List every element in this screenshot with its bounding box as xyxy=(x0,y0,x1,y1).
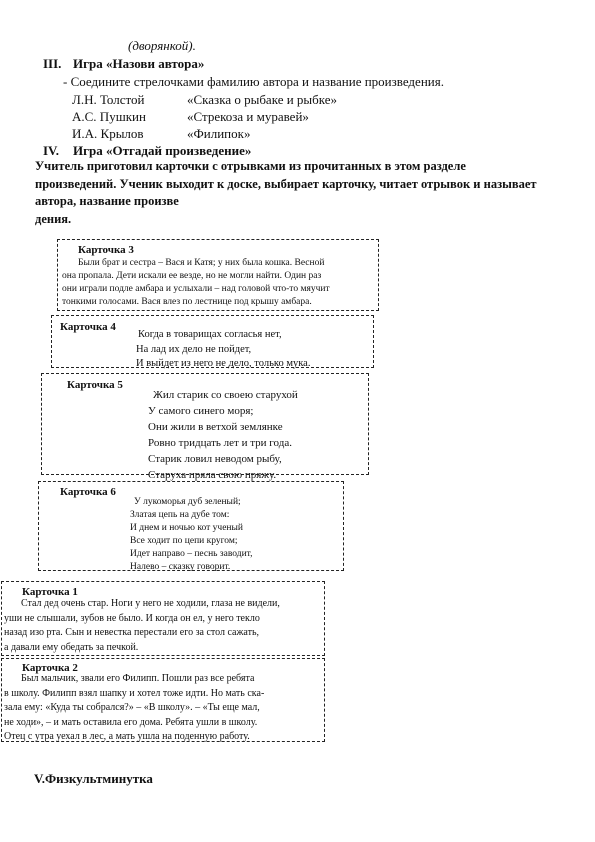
card-title: Карточка 5 xyxy=(67,379,123,391)
card-line: И выйдет из него не дело, только мука. xyxy=(136,358,311,369)
section3-title: Игра «Назови автора» xyxy=(73,56,205,71)
card-3 xyxy=(57,239,379,311)
card-6 xyxy=(38,481,344,571)
card-text xyxy=(4,597,280,655)
card-line: Все ходит по цепи кругом; xyxy=(130,536,238,546)
card-line: Отец с утра уехал в лес, а мать ушла на поденную работу. xyxy=(4,731,250,742)
work-title: «Стрекоза и муравей» xyxy=(187,109,309,124)
card-line: Жил старик со своею старухой xyxy=(153,389,298,401)
section4-numeral: IV. xyxy=(43,143,60,158)
card-line: не ходи», – и мать оставила его дома. Ребята ушли в школу. xyxy=(4,716,258,728)
card-line: уши не слышали, зубов не было. И когда он ел, у него текло xyxy=(4,612,260,624)
author-name: А.С. Пушкин xyxy=(72,109,146,124)
card-line: На лад их дело не пойдет, xyxy=(136,343,252,355)
section5-title: V.Физкультминутка xyxy=(34,771,153,786)
section3-instruction: - Соедините стрелочками фамилию автора и название произведения. xyxy=(63,74,444,89)
card-text xyxy=(136,328,310,372)
card-line: Идет направо – песнь заводит, xyxy=(130,549,253,559)
card-line: Налево – сказку говорит. xyxy=(130,562,231,572)
section4-title: Игра «Отгадай произведение» xyxy=(73,143,252,158)
card-text xyxy=(130,496,252,574)
card-4 xyxy=(51,315,374,368)
card-2 xyxy=(1,658,325,742)
card-line: Златая цепь на дубе том: xyxy=(130,510,230,520)
card-title: Карточка 2 xyxy=(22,662,78,674)
card-line: она пропала. Дети искали ее везде, но не могли найти. Один раз xyxy=(62,271,322,281)
card-line: тонкими голосами. Вася влез по лестнице под крышу амбара. xyxy=(62,297,312,307)
author-name: Л.Н. Толстой xyxy=(72,92,145,107)
card-line: Стал дед очень стар. Ноги у него не ходили, глаза не видели, xyxy=(21,598,280,609)
description-line: произведений. Ученик выходит к доске, выбирает карточку, читает отрывок и называет xyxy=(35,176,537,191)
card-line: Старуха пряла свою пряжу. xyxy=(148,469,277,481)
card-line: И днем и ночью кот ученый xyxy=(130,523,243,533)
card-line: Они жили в ветхой землянке xyxy=(148,421,283,433)
card-text xyxy=(62,257,330,309)
description-line: дения. xyxy=(35,211,72,226)
card-title: Карточка 6 xyxy=(60,486,116,498)
work-title: «Сказка о рыбаке и рыбке» xyxy=(187,92,338,107)
card-line: в школу. Филипп взял шапку и хотел тоже идти. Но мать ска- xyxy=(4,687,265,699)
card-line: Когда в товарищах согласья нет, xyxy=(138,329,282,340)
card-line: Ровно тридцать лет и три года. xyxy=(148,437,292,449)
card-line: они играли подле амбара и услыхали – над головой что-то мяучит xyxy=(62,284,330,294)
work-title: «Филипок» xyxy=(187,126,251,141)
card-line: Были брат и сестра – Вася и Катя; у них была кошка. Весной xyxy=(78,258,325,268)
card-line: зала ему: «Куда ты собрался?» – «В школу». – «Ты еще мал, xyxy=(4,702,260,713)
section4-description xyxy=(35,158,537,228)
card-title: Карточка 3 xyxy=(78,244,134,256)
card-1 xyxy=(1,581,325,656)
author-name: И.А. Крылов xyxy=(72,126,144,141)
description-line: автора, название произве xyxy=(35,194,179,208)
description-line: Учитель приготовил карточки с отрывками из прочитанных в этом разделе xyxy=(35,159,466,173)
card-text xyxy=(4,672,264,745)
card-line: У лукоморья дуб зеленый; xyxy=(134,497,241,507)
card-title: Карточка 1 xyxy=(22,586,78,598)
card-line: назад изо рта. Сын и невестка перестали его за стол сажать, xyxy=(4,627,260,638)
section3-numeral: III. xyxy=(43,56,62,71)
card-title: Карточка 4 xyxy=(60,321,116,333)
card-text xyxy=(148,387,298,483)
intro-line: (дворянкой). xyxy=(128,38,196,53)
card-line: У самого синего моря; xyxy=(148,405,254,417)
card-line: Старик ловил неводом рыбу, xyxy=(148,453,282,465)
card-5 xyxy=(41,373,369,481)
card-line: а давали ему обедать за печкой. xyxy=(4,641,139,653)
card-line: Был мальчик, звали его Филипп. Пошли раз все ребята xyxy=(21,673,255,684)
